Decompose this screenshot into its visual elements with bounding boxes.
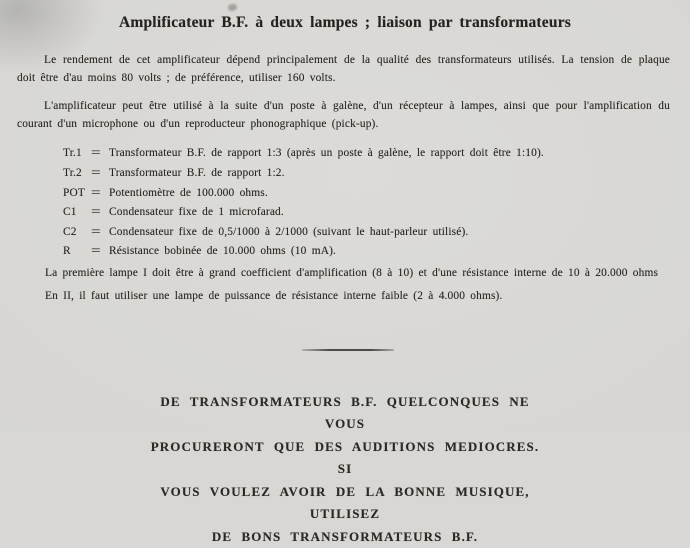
footer-line-1: DE TRANSFORMATEURS B.F. QUELCONQUES NE VOUS	[160, 393, 530, 432]
equals-sign: =	[91, 245, 101, 258]
footer-line-2: PROCURERONT QUE DES AUDITIONS MEDIOCRES. SI	[150, 438, 540, 477]
intro-paragraph-2: L'amplificateur peut être utilisé à la suite d'un poste à galène, d'un récepteur à lampes, ainsi que pour l'amplification du courant d'un microphone ou d'un reproducteur phonographique (pick-up).	[17, 100, 670, 130]
equals-sign: =	[91, 147, 101, 160]
component-description: Potentiomètre de 100.000 ohms.	[109, 186, 268, 199]
component-label: R	[63, 245, 71, 258]
section-divider	[302, 349, 394, 351]
component-label: Tr.2	[63, 166, 82, 179]
component-label: Tr.1	[63, 147, 82, 160]
component-label: C1	[63, 206, 77, 219]
footer-line-3: VOUS VOULEZ AVOIR DE LA BONNE MUSIQUE, UTILISEZ	[160, 483, 530, 522]
footer-warning-text	[149, 391, 541, 548]
component-label: POT	[63, 186, 85, 199]
component-label: C2	[63, 225, 77, 238]
intro-paragraph-1: Le rendement de cet amplificateur dépend principalement de la qualité des transformateurs utilisés. La tension de plaque doit être d'au moins 80 volts ; de préférence, utiliser 160 volts.	[17, 54, 670, 84]
equals-sign: =	[91, 186, 101, 199]
component-description: Condensateur fixe de 0,5/1000 à 2/1000 (suivant le haut-parleur utilisé).	[109, 225, 469, 238]
equals-sign: =	[91, 206, 101, 219]
component-row-pot	[63, 187, 670, 199]
component-row-r	[63, 245, 670, 257]
component-description: Condensateur fixe de 1 microfarad.	[109, 206, 284, 219]
equals-sign: =	[91, 225, 101, 238]
component-description: Transformateur B.F. de rapport 1:3 (après un poste à galène, le rapport doit être 1:10).	[109, 147, 544, 160]
component-row-tr1	[63, 147, 670, 159]
equals-sign: =	[91, 166, 101, 179]
component-row-c2	[63, 226, 670, 238]
component-row-tr2	[63, 167, 670, 179]
page-title: Amplificateur B.F. à deux lampes ; liaison par transformateurs	[118, 14, 572, 31]
footer-line-4: DE BONS TRANSFORMATEURS B.F.	[211, 528, 479, 544]
note-lamp-2: En II, il faut utiliser une lampe de puissance de résistance interne faible (2 à 4.000 ohms).	[45, 289, 503, 302]
component-row-c1	[63, 206, 670, 218]
component-description: Transformateur B.F. de rapport 1:2.	[109, 166, 285, 179]
component-description: Résistance bobinée de 10.000 ohms (10 mA).	[109, 245, 337, 258]
component-definition-list	[63, 147, 670, 257]
note-lamp-1: La première lampe I doit être à grand coefficient d'amplification (8 à 10) et d'une résistance interne de 10 à 20.000 ohms	[45, 267, 659, 280]
